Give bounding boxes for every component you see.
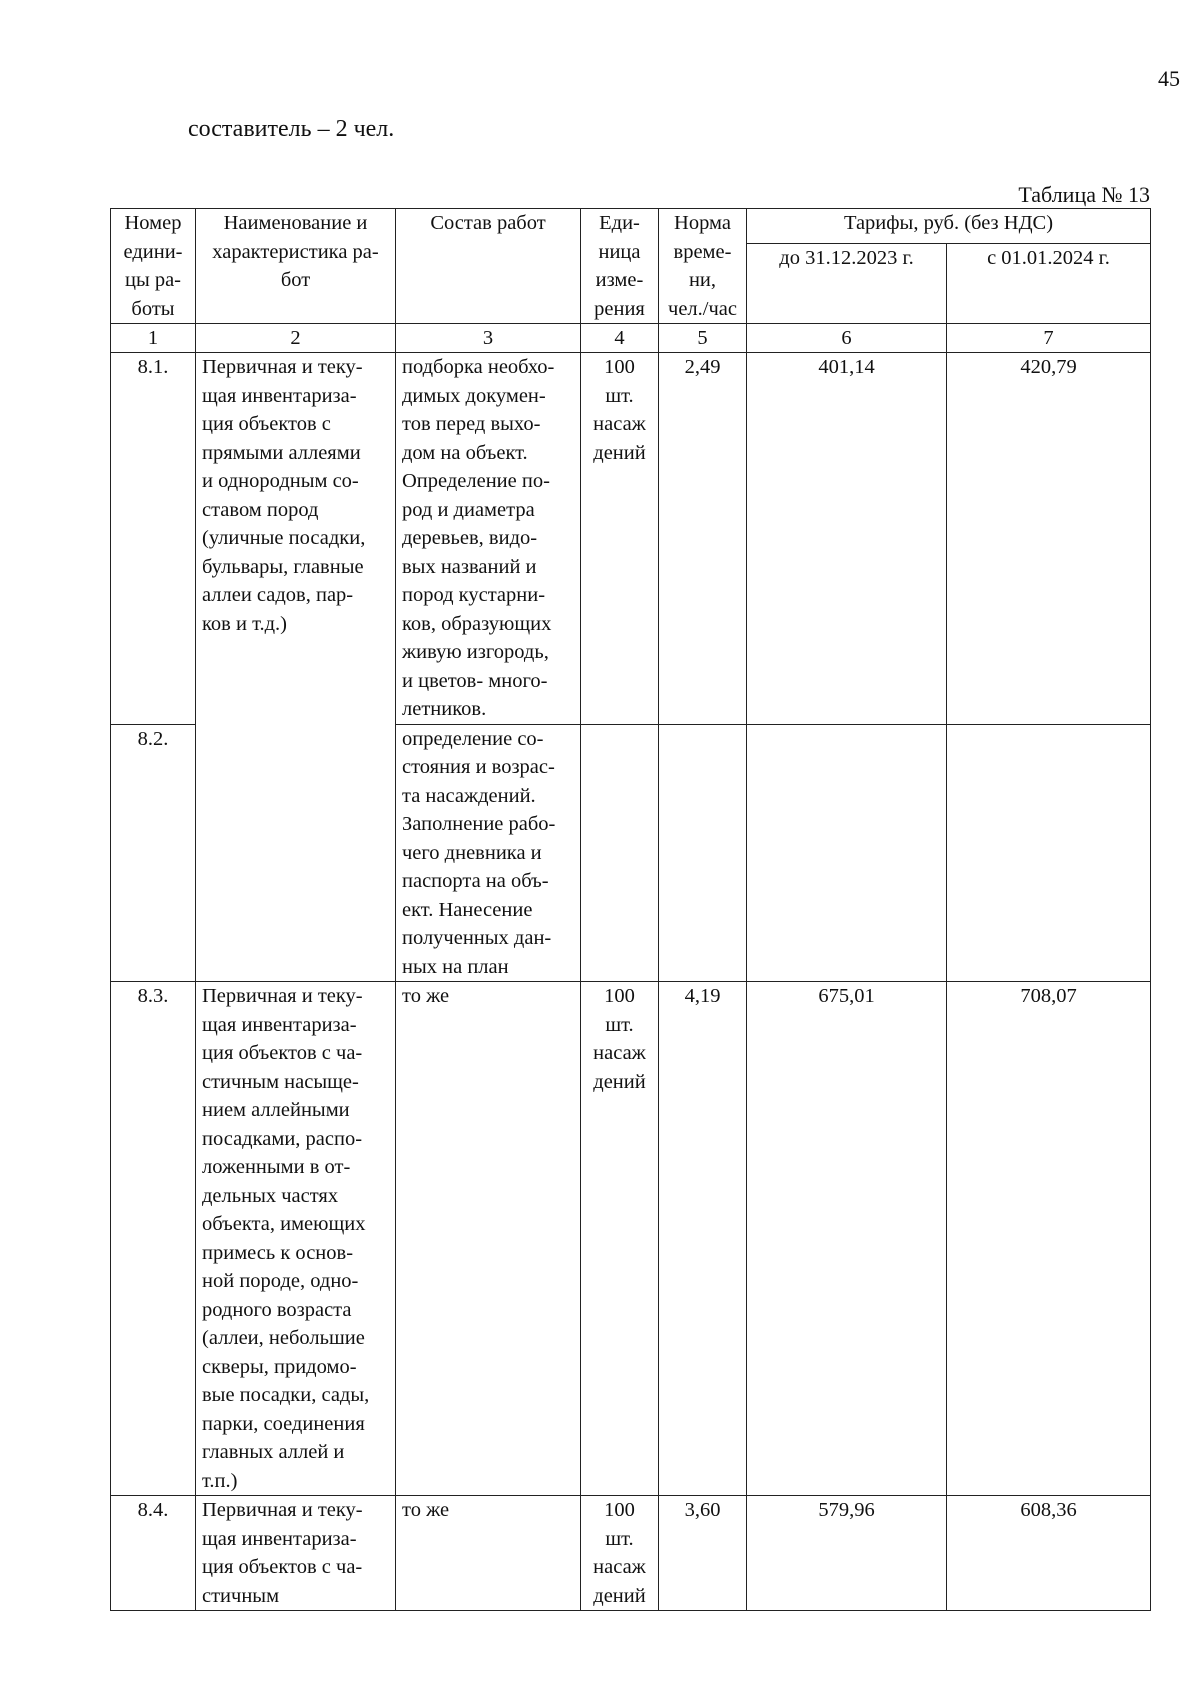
table-caption: Таблица № 13 — [1018, 182, 1150, 207]
column-number: 5 — [659, 324, 747, 353]
header-work-composition: Состав работ — [396, 209, 581, 324]
row-time-norm: 3,60 — [659, 1496, 747, 1611]
row-tariff-2023: 401,14 — [747, 353, 947, 725]
header-tariff-from-2024: с 01.01.2024 г. — [947, 244, 1151, 324]
row-time-norm: 4,19 — [659, 982, 747, 1496]
row-tariff-2023: 579,96 — [747, 1496, 947, 1611]
row-work-name: Первичная и теку- щая инвентариза- ция объектов с прямыми аллеями и однородным со- ставом пород (уличные посадки, бульвары, главные аллеи садов, пар- ков и т.д.) — [196, 353, 396, 982]
row-tariff-2024: 608,36 — [947, 1496, 1151, 1611]
header-work-number: Номер едини- цы ра- боты — [111, 209, 196, 324]
header-unit: Еди- ница изме- рения — [581, 209, 659, 324]
row-work-name: Первичная и теку- щая инвентариза- ция объектов с ча- стичным — [196, 1496, 396, 1611]
row-work-composition: то же — [396, 982, 581, 1496]
table-row — [111, 353, 1151, 725]
column-number: 1 — [111, 324, 196, 353]
column-number: 6 — [747, 324, 947, 353]
row-tariff-2024 — [947, 724, 1151, 982]
row-number: 8.3. — [111, 982, 196, 1496]
table-row — [111, 982, 1151, 1496]
header-work-name: Наименование и характеристика ра- бот — [196, 209, 396, 324]
row-work-composition: определение со- стояния и возрас- та насаждений. Заполнение рабо- чего дневника и паспорта на объ- ект. Нанесение полученных дан- ных на план — [396, 724, 581, 982]
column-number-row — [111, 324, 1151, 353]
row-time-norm: 2,49 — [659, 353, 747, 725]
row-tariff-2023 — [747, 724, 947, 982]
row-number: 8.1. — [111, 353, 196, 725]
column-number: 3 — [396, 324, 581, 353]
column-number: 7 — [947, 324, 1151, 353]
row-number: 8.2. — [111, 724, 196, 982]
header-time-norm: Норма време- ни, чел./час — [659, 209, 747, 324]
row-tariff-2023: 675,01 — [747, 982, 947, 1496]
column-number: 4 — [581, 324, 659, 353]
row-time-norm — [659, 724, 747, 982]
tariff-table — [110, 208, 1151, 1611]
row-work-name: Первичная и теку- щая инвентариза- ция объектов с ча- стичным насыще- нием аллейными посадками, распо- ложенными в от- дельных частях объекта, имеющих примесь к основ- ной породе, одно- родного возраста (аллеи, небольшие скверы, придомо- вые посадки, сады, парки, соединения главных аллей и т.п.) — [196, 982, 396, 1496]
header-tariffs: Тарифы, руб. (без НДС) — [747, 209, 1151, 244]
row-work-composition: подборка необхо- димых докумен- тов перед выхо- дом на объект. Определение по- род и диаметра деревьев, видо- вых названий и пород кустарни- ков, образующих живую изгородь, и цветов- много- летников. — [396, 353, 581, 725]
row-unit — [581, 724, 659, 982]
header-tariff-until-2023: до 31.12.2023 г. — [747, 244, 947, 324]
intro-text: составитель – 2 чел. — [188, 116, 395, 142]
page-number: 45 — [1158, 66, 1180, 91]
column-number: 2 — [196, 324, 396, 353]
row-tariff-2024: 420,79 — [947, 353, 1151, 725]
row-unit: 100 шт. насаж дений — [581, 982, 659, 1496]
table-row — [111, 1496, 1151, 1611]
row-number: 8.4. — [111, 1496, 196, 1611]
header-row — [111, 209, 1151, 244]
row-unit: 100 шт. насаж дений — [581, 1496, 659, 1611]
row-unit: 100 шт. насаж дений — [581, 353, 659, 725]
row-tariff-2024: 708,07 — [947, 982, 1151, 1496]
row-work-composition: то же — [396, 1496, 581, 1611]
